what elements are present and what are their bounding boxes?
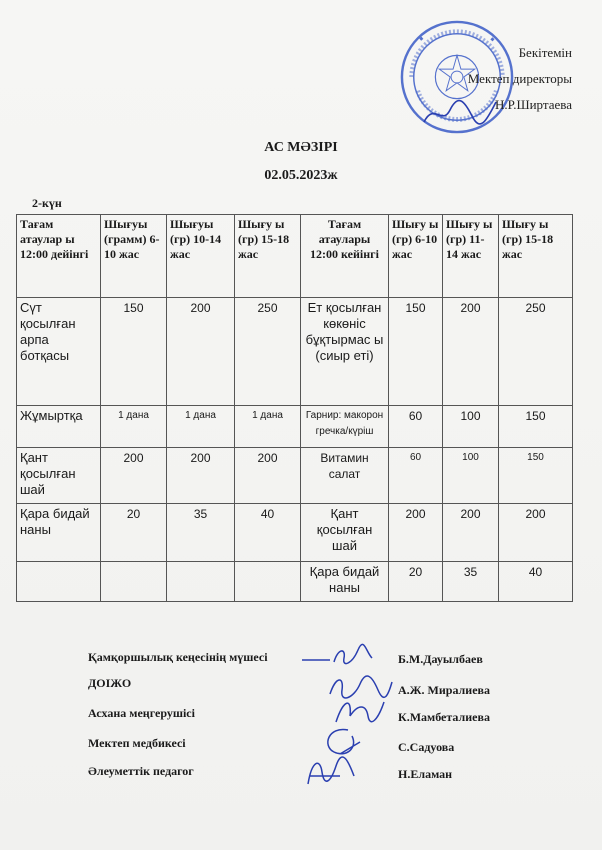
portion-cell: 100: [443, 448, 499, 504]
document-title: АС МӘЗІРІ: [264, 140, 338, 155]
dish-after-noon: Қант қосылған шай: [301, 504, 389, 562]
table-header-row: [17, 215, 573, 298]
signer-role: ДОІЖО: [88, 676, 132, 690]
portion-cell: 200: [443, 504, 499, 562]
portion-cell: 1 дана: [167, 406, 235, 448]
portion-cell: 100: [443, 406, 499, 448]
dish-after-noon: Гарнир: макорон гречка/күріш: [301, 406, 389, 448]
portion-cell: 35: [167, 504, 235, 562]
signature-1: [300, 640, 380, 668]
header-cell: Шығу ы (гр) 11-14 жас: [443, 215, 499, 298]
portion-cell: 35: [443, 562, 499, 602]
portion-cell: 20: [389, 562, 443, 602]
portion-cell: 250: [235, 298, 301, 406]
document-date: 02.05.2023ж: [264, 168, 338, 183]
signer-role: Асхана меңгерушісі: [88, 706, 195, 720]
dish-before-noon: Жұмыртқа: [17, 406, 101, 448]
header-cell: Шығуы (гр) 10-14 жас: [167, 215, 235, 298]
day-label: 2-күн: [32, 196, 62, 210]
menu-table: [16, 214, 573, 602]
signer-role: Қамқоршылық кеңесінің мүшесі: [88, 650, 268, 664]
director-signature: [420, 92, 500, 132]
table-row: [17, 448, 573, 504]
portion-cell: 200: [443, 298, 499, 406]
signer-name: Б.М.Дауылбаев: [398, 652, 483, 666]
dish-after-noon: Қара бидай наны: [301, 562, 389, 602]
approval-line-2: Мектеп директоры: [467, 71, 572, 86]
portion-cell: 150: [499, 406, 573, 448]
header-cell: Тағам атаулары 12:00 кейінгі: [301, 215, 389, 298]
portion-cell: 1 дана: [235, 406, 301, 448]
header-cell: Шығу ы (гр) 15-18 жас: [235, 215, 301, 298]
table-row: [17, 562, 573, 602]
signer-role: Әлеуметтік педагог: [88, 764, 194, 778]
table-row: [17, 406, 573, 448]
empty-cell: [167, 562, 235, 602]
portion-cell: 60: [389, 448, 443, 504]
portion-cell: 200: [389, 504, 443, 562]
dish-after-noon: Витамин салат: [301, 448, 389, 504]
portion-cell: 200: [499, 504, 573, 562]
portion-cell: 40: [499, 562, 573, 602]
portion-cell: 40: [235, 504, 301, 562]
portion-cell: 1 дана: [101, 406, 167, 448]
header-cell: Шығуы (грамм) 6-10 жас: [101, 215, 167, 298]
dish-after-noon: Ет қосылған көкөніс бұқтырмас ы (сиыр еті): [301, 298, 389, 406]
dish-before-noon: Қара бидай наны: [17, 504, 101, 562]
signer-name: К.Мамбеталиева: [398, 710, 490, 724]
approval-line-1: Бекітемін: [518, 45, 572, 60]
approval-line-3: Н.Р.Ширтаева: [494, 97, 572, 112]
empty-cell: [101, 562, 167, 602]
signer-name: С.Садуова: [398, 740, 455, 754]
header-cell: Тағам атаулар ы 12:00 дейінгі: [17, 215, 101, 298]
portion-cell: 150: [389, 298, 443, 406]
table-row: [17, 504, 573, 562]
portion-cell: 250: [499, 298, 573, 406]
header-cell: Шығу ы (гр) 15-18 жас: [499, 215, 573, 298]
portion-cell: 200: [167, 448, 235, 504]
empty-cell: [235, 562, 301, 602]
portion-cell: 200: [167, 298, 235, 406]
portion-cell: 60: [389, 406, 443, 448]
dish-before-noon: Сүт қосылған арпа ботқасы: [17, 298, 101, 406]
table-row: [17, 298, 573, 406]
header-cell: Шығу ы (гр) 6-10 жас: [389, 215, 443, 298]
signer-role: Мектеп медбикесі: [88, 736, 186, 750]
signer-name: А.Ж. Миралиева: [398, 683, 491, 697]
portion-cell: 200: [101, 448, 167, 504]
dish-before-noon: Қант қосылған шай: [17, 448, 101, 504]
portion-cell: 150: [499, 448, 573, 504]
signature-3: [330, 694, 390, 728]
portion-cell: 150: [101, 298, 167, 406]
portion-cell: 200: [235, 448, 301, 504]
signer-name: Н.Еламан: [398, 767, 453, 781]
empty-cell: [17, 562, 101, 602]
signature-5: [300, 754, 360, 790]
portion-cell: 20: [101, 504, 167, 562]
